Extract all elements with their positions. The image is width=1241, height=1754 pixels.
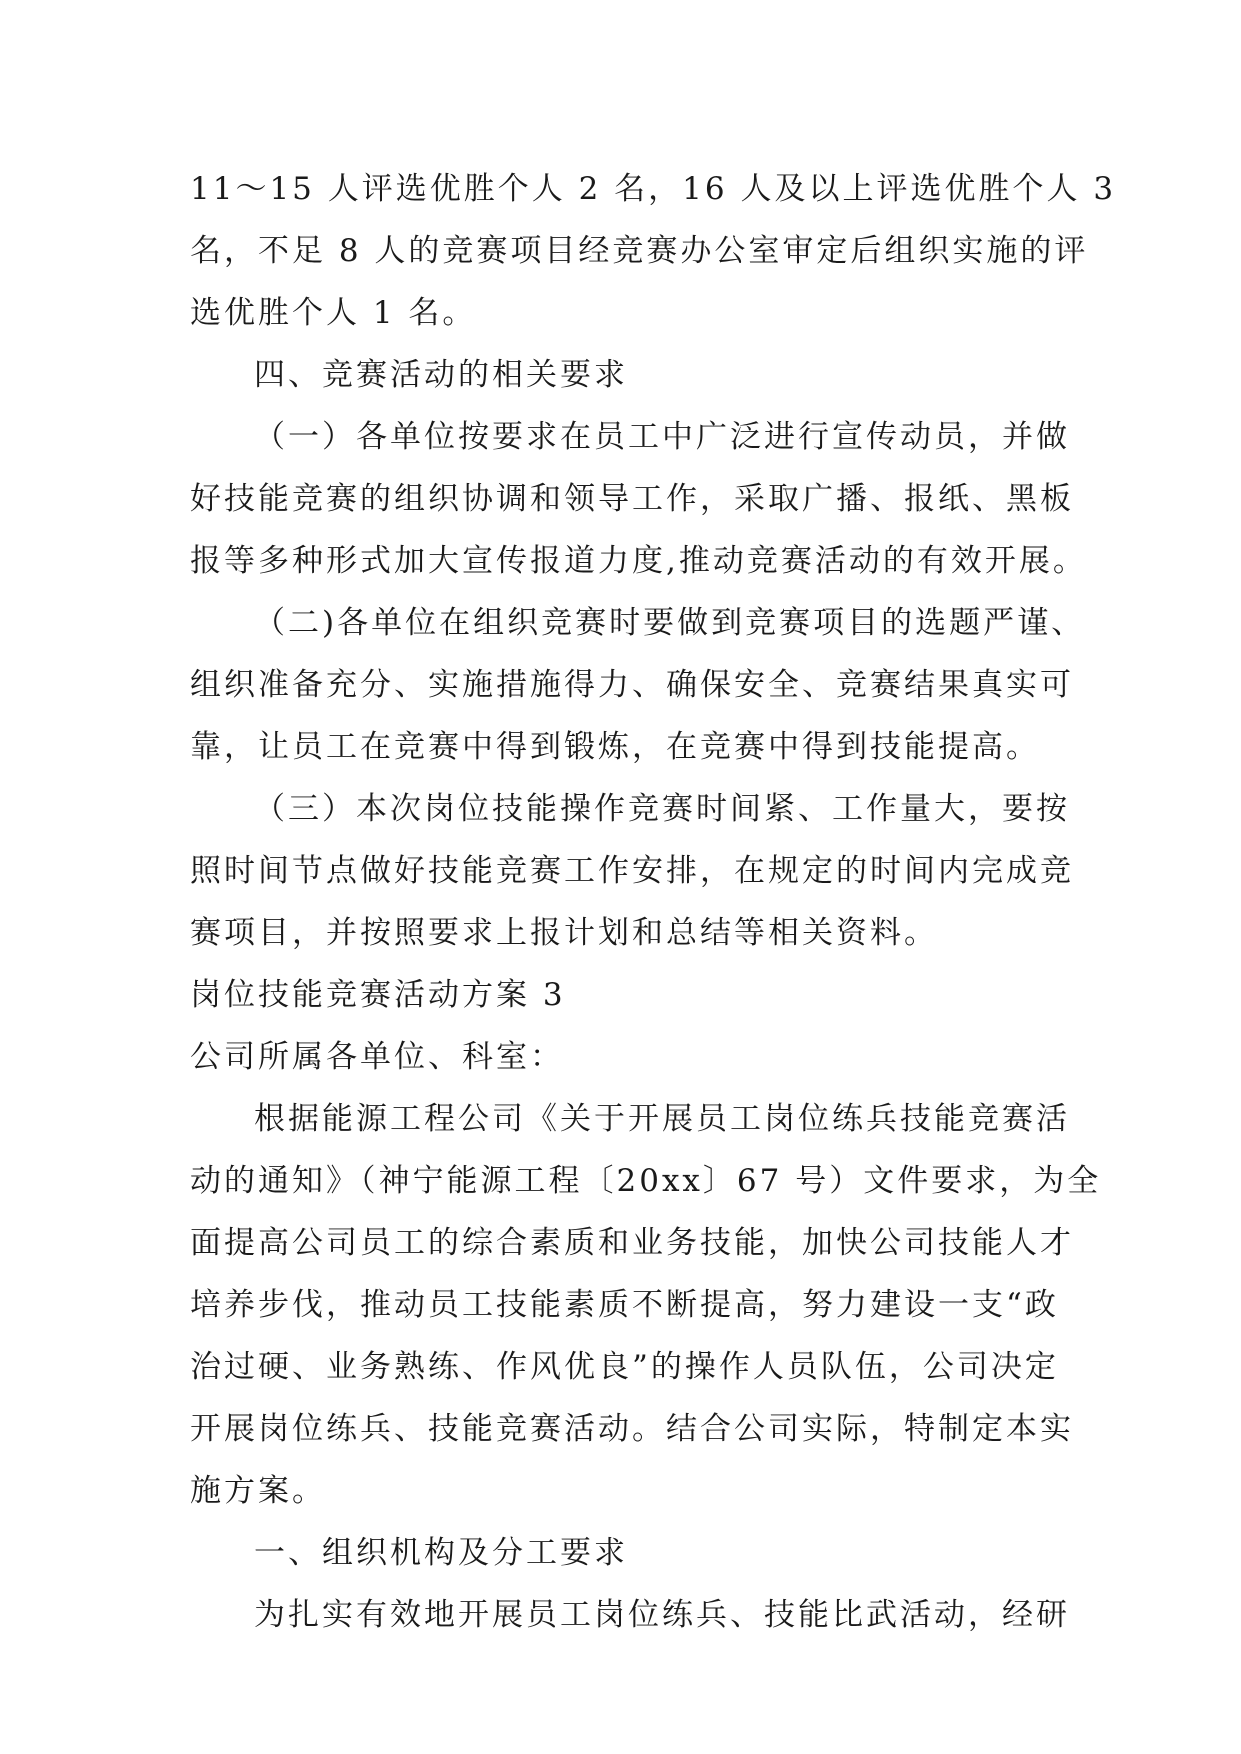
text-line: 根据能源工程公司《关于开展员工岗位练兵技能竞赛活 xyxy=(254,1101,1070,1137)
text-line: 培养步伐，推动员工技能素质不断提高，努力建设一支“政 xyxy=(190,1287,1059,1323)
text-line: 治过硬、业务熟练、作风优良”的操作人员队伍，公司决定 xyxy=(190,1349,1059,1385)
text-line: 为扎实有效地开展员工岗位练兵、技能比武活动，经研 xyxy=(254,1597,1070,1633)
document-title: 岗位技能竞赛活动方案 3 xyxy=(190,977,566,1013)
text-line: 11～15 人评选优胜个人 2 名，16 人及以上评选优胜个人 3 xyxy=(190,171,1117,207)
salutation: 公司所属各单位、科室： xyxy=(190,1039,564,1075)
text-line: 动的通知》（神宁能源工程〔20xx〕67 号）文件要求，为全 xyxy=(190,1163,1102,1199)
section-heading: 四、竞赛活动的相关要求 xyxy=(254,357,628,393)
text-line: 名，不足 8 人的竞赛项目经竞赛办公室审定后组织实施的评 xyxy=(190,233,1089,269)
text-line: 选优胜个人 1 名。 xyxy=(190,295,477,331)
text-line: 照时间节点做好技能竞赛工作安排，在规定的时间内完成竞 xyxy=(190,853,1074,889)
text-line: 好技能竞赛的组织协调和领导工作，采取广播、报纸、黑板 xyxy=(190,481,1074,517)
text-line: 报等多种形式加大宣传报道力度,推动竞赛活动的有效开展。 xyxy=(190,543,1087,579)
text-line: （二)各单位在组织竞赛时要做到竞赛项目的选题严谨、 xyxy=(254,605,1086,641)
document-body xyxy=(190,158,1117,1646)
text-line: 靠，让员工在竞赛中得到锻炼，在竞赛中得到技能提高。 xyxy=(190,729,1040,765)
text-line: 赛项目，并按照要求上报计划和总结等相关资料。 xyxy=(190,915,938,951)
text-line: 开展岗位练兵、技能竞赛活动。结合公司实际，特制定本实 xyxy=(190,1411,1074,1447)
text-line: （三）本次岗位技能操作竞赛时间紧、工作量大，要按 xyxy=(254,791,1070,827)
text-line: 面提高公司员工的综合素质和业务技能，加快公司技能人才 xyxy=(190,1225,1074,1261)
section-heading: 一、组织机构及分工要求 xyxy=(254,1535,628,1571)
text-line: 施方案。 xyxy=(190,1473,326,1509)
text-line: 组织准备充分、实施措施得力、确保安全、竞赛结果真实可 xyxy=(190,667,1074,703)
text-line: （一）各单位按要求在员工中广泛进行宣传动员，并做 xyxy=(254,419,1070,455)
